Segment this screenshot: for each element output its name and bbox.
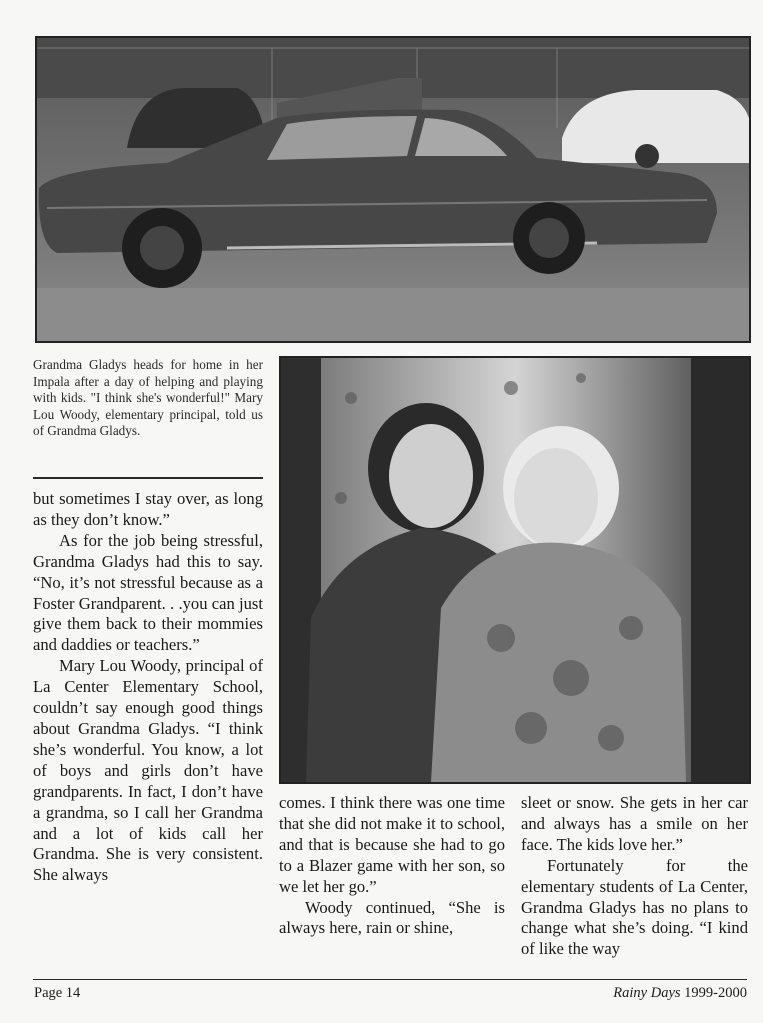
caption-divider xyxy=(33,477,263,479)
article-paragraph: comes. I think there was one time that she did not make it to school, and that is because she had to go to a Blazer game with her son, so we let her go.” xyxy=(279,793,505,896)
photo-caption: Grandma Gladys heads for home in her Impala after a day of helping and playing with kids. "I think she's wonderful!" Mary Lou Woody, elementary principal, told us of Grandma Gladys. xyxy=(33,357,263,439)
article-paragraph: but sometimes I stay over, as long as they don’t know.” xyxy=(33,489,263,529)
article-paragraph: Mary Lou Woody, principal of La Center Elementary School, couldn’t say enough good things about Grandma Gladys. “I think she’s wonderful. You know, a lot of boys and girls don’t have grandparents. In fact, I don’t have a grandma, so I call her Grandma and a lot of kids call her Grandma. She is very consistent. She always xyxy=(33,656,263,885)
article-paragraph: As for the job being stressful, Grandma Gladys had this to say. “No, it’s not stressful because as a Foster Grandparent. . .you can just give them back to their mommies and daddies or teachers.” xyxy=(33,530,263,655)
footer-divider xyxy=(33,979,747,980)
article-column-2 xyxy=(279,793,505,939)
article-paragraph: Woody continued, “She is always here, rain or shine, xyxy=(279,897,505,938)
publication-years: 1999-2000 xyxy=(684,985,747,1001)
publication-footer xyxy=(613,985,747,1002)
article-paragraph: sleet or snow. She gets in her car and always has a smile on her face. The kids love her.” xyxy=(521,793,748,854)
article-paragraph: Fortunately for the elementary students of La Center, Grandma Gladys has no plans to change what she’s doing. “I kind of like the way xyxy=(521,855,748,959)
impala-photo xyxy=(35,36,751,343)
page-number: Page 14 xyxy=(34,985,81,1001)
article-column-3 xyxy=(521,793,748,960)
publication-title: Rainy Days xyxy=(613,985,681,1001)
article-column-1 xyxy=(33,489,263,886)
grandma-gladys-photo xyxy=(279,356,751,784)
